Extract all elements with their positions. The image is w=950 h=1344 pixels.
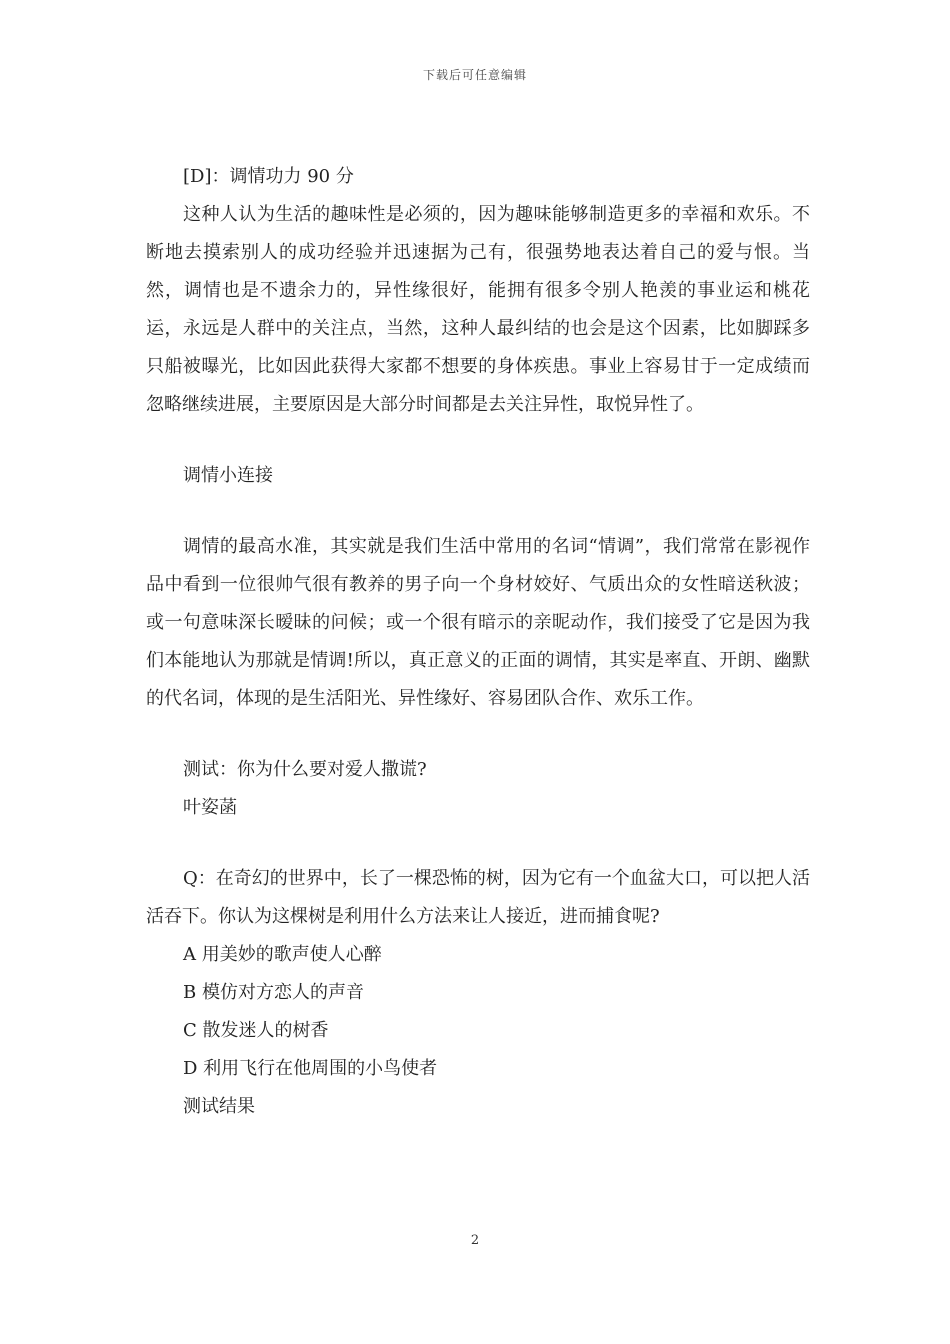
- section-d-title: [D]：调情功力 90 分: [183, 166, 354, 187]
- test-option-c: C 散发迷人的树香: [183, 1020, 329, 1041]
- test-author: 叶姿菡: [183, 797, 237, 818]
- test-option-d: D 利用飞行在他周围的小鸟使者: [183, 1058, 438, 1079]
- page-header: 下载后可任意编辑: [422, 68, 527, 82]
- test-option-b: B 模仿对方恋人的声音: [183, 982, 364, 1003]
- link-section-title: 调情小连接: [183, 465, 273, 486]
- document-body: [146, 158, 810, 1126]
- test-option-a: A 用美妙的歌声使人心醉: [183, 944, 382, 965]
- link-section-paragraph: 调情的最高水准，其实就是我们生活中常用的名词“情调”，我们常常在影视作品中看到一位很帅气很有教养的男子向一个身材姣好、气质出众的女性暗送秋波；或一句意味深长暧昧的问候；或一个很有暗示的亲昵动作，我们接受了它是因为我们本能地认为那就是情调!所以，真正意义的正面的调情，其实是率直、开朗、幽默的代名词，体现的是生活阳光、异性缘好、容易团队合作、欢乐工作。: [146, 536, 810, 709]
- section-d-paragraph: 这种人认为生活的趣味性是必须的，因为趣味能够制造更多的幸福和欢乐。不断地去摸索别人的成功经验并迅速据为己有，很强势地表达着自己的爱与恨。当然，调情也是不遗余力的，异性缘很好，能拥有很多令别人艳羡的事业运和桃花运，永远是人群中的关注点，当然，这种人最纠结的也会是这个因素，比如脚踩多只船被曝光，比如因此获得大家都不想要的身体疾患。事业上容易甘于一定成绩而忽略继续进展，主要原因是大部分时间都是去关注异性，取悦异性了。: [146, 204, 810, 415]
- page-number: 2: [470, 1233, 480, 1248]
- test-title: 测试：你为什么要对爱人撒谎?: [183, 759, 427, 780]
- test-result-label: 测试结果: [183, 1096, 255, 1117]
- test-question: Q：在奇幻的世界中，长了一棵恐怖的树，因为它有一个血盆大口，可以把人活活吞下。你认为这棵树是利用什么方法来让人接近，进而捕食呢?: [146, 868, 810, 927]
